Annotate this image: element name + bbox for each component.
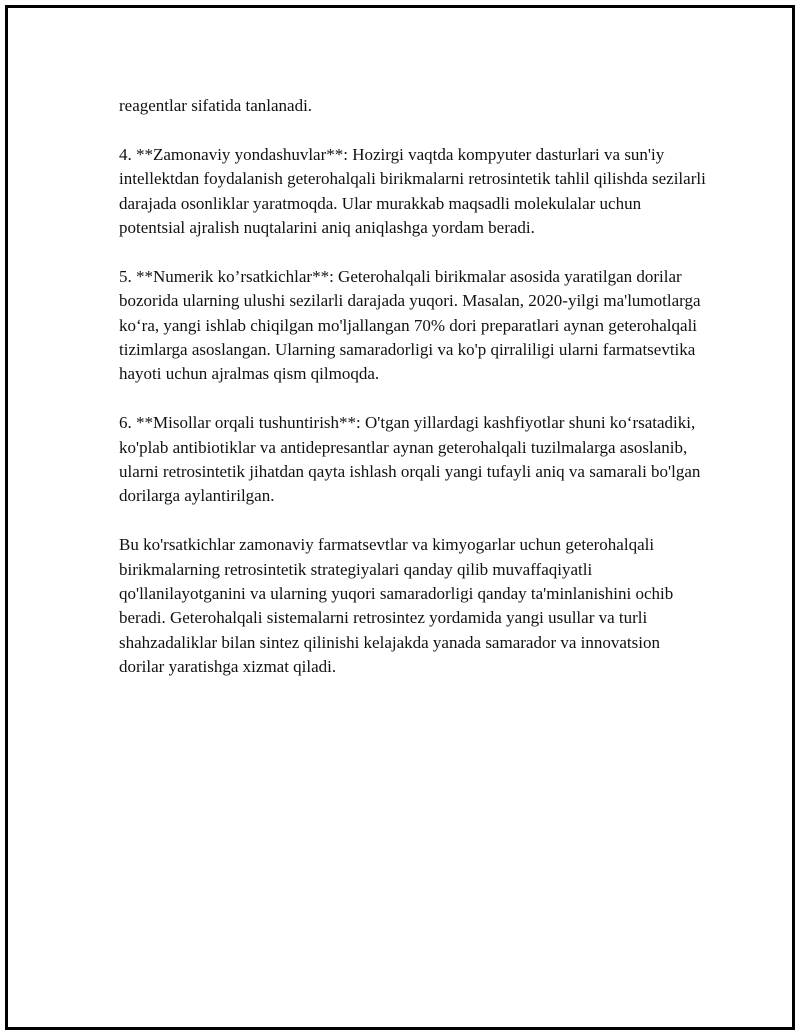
document-body: [119, 94, 709, 704]
paragraph-modern-approaches: 4. **Zamonaviy yondashuvlar**: Hozirgi vaqtda kompyuter dasturlari va sun'iy intellektdan foydalanish geterohalqali birikmalarni retrosintetik tahlil qilishda sezilarli darajada osonliklar yaratmoqda. Ular murakkab maqsadli molekulalar uchun potentsial ajralish nuqtalarini aniq aniqlashga yordam beradi.: [119, 144, 706, 238]
paragraph-numeric-indicators: 5. **Numerik ko’rsatkichlar**: Geterohalqali birikmalar asosida yaratilgan dorilar bozorida ularning ulushi sezilarli darajada yuqori. Masalan, 2020-yilgi ma'lumotlarga ko‘ra, yangi ishlab chiqilgan mo'ljallangan 70% dori preparatlari aynan geterohalqali tizimlarga asoslangan. Ularning samaradorligi va ko'p qirraliligi ularni farmatsevtika hayoti uchun ajralmas qism qilmoqda.: [119, 266, 701, 384]
paragraph-conclusion: Bu ko'rsatkichlar zamonaviy farmatsevtlar va kimyogarlar uchun geterohalqali birikmalarning retrosintetik strategiyalari qanday qilib muvaffaqiyatli qo'llanilayotganini va ularning yuqori samaradorligi qanday ta'minlanishini ochib beradi. Geterohalqali sistemalarni retrosintez yordamida yangi usullar va turli shahzadaliklar bilan sintez qilinishi kelajakda yanada samarador va innovatsion dorilar yaratishga xizmat qiladi.: [119, 535, 674, 677]
document-page: [5, 5, 795, 1030]
paragraph-continuation: reagentlar sifatida tanlanadi.: [119, 96, 313, 115]
paragraph-examples: 6. **Misollar orqali tushuntirish**: O'tgan yillardagi kashfiyotlar shuni ko‘rsatadiki, ko'plab antibiotiklar va antidepresantlar aynan geterohalqali tuzilmalarga asoslanib, ularni retrosintetik jihatdan qayta ishlash orqali yangi tufayli aniq va samarali bo'lgan dorilarga aylantirilgan.: [119, 413, 701, 506]
